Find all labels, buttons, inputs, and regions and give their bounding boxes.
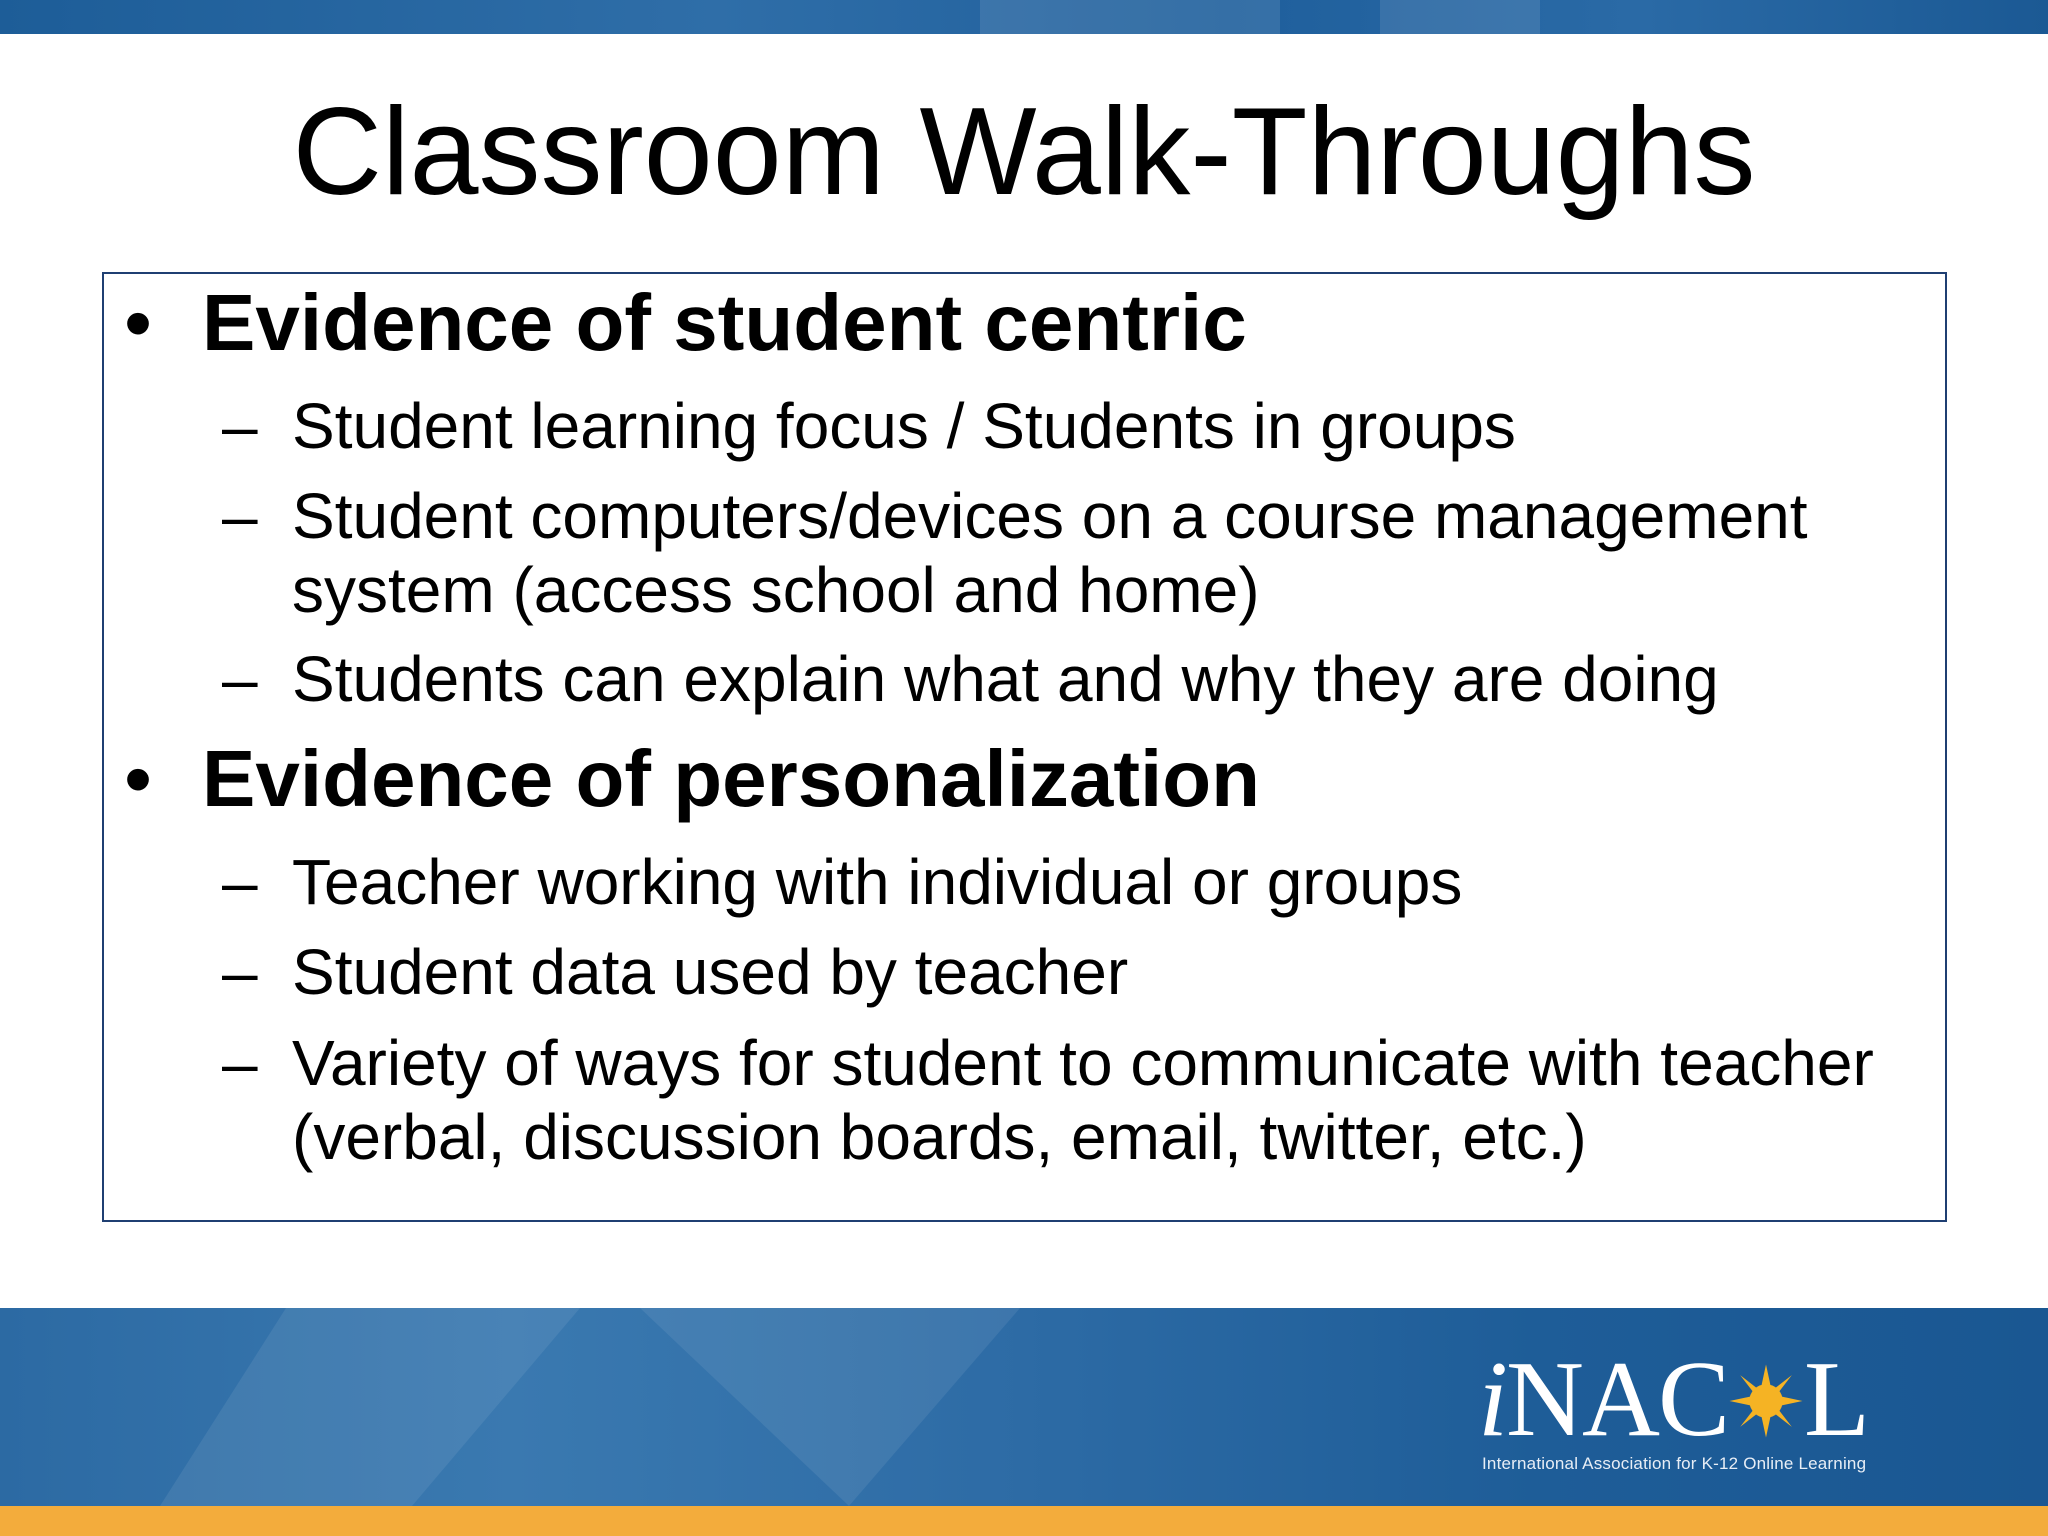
logo-letters-nac: NAC [1506,1340,1729,1459]
dash-marker: – [222,1027,258,1099]
bottom-accent-strip [0,1506,2048,1536]
bullet-heading-text: Evidence of student centric [202,278,1247,367]
dash-marker: – [222,846,258,918]
bullet-marker: • [124,734,153,823]
logo-wordmark [1478,1340,1868,1460]
logo-letter-i: i [1478,1340,1507,1459]
banner-facet [1380,0,1540,34]
banner-facet [160,1308,580,1506]
bullet-heading-text: Evidence of personalization [202,734,1261,823]
dash-marker: – [222,480,258,552]
banner-facet [980,0,1280,34]
sub-bullet-text: Student computers/devices on a course management system (access school and home) [292,480,1808,626]
dash-marker: – [222,390,258,462]
sub-bullet-text: Student learning focus / Students in groups [292,390,1516,462]
content-box [102,272,1947,1222]
top-banner [0,0,2048,34]
sun-icon [1728,1363,1804,1439]
sub-bullet-text: Teacher working with individual or groups [292,846,1463,918]
dash-marker: – [222,643,258,715]
logo-tagline: International Association for K-12 Online Learning [1482,1454,1867,1473]
sub-bullet-text: Variety of ways for student to communicate with teacher (verbal, discussion boards, email, twitter, etc.) [292,1027,1874,1173]
banner-facet [640,1308,1020,1506]
inacol-logo [1478,1340,1938,1480]
slide-title: Classroom Walk-Throughs [292,83,1756,221]
sub-bullet-text: Student data used by teacher [292,936,1129,1008]
logo-letter-l: L [1804,1340,1869,1459]
dash-marker: – [222,936,258,1008]
sub-bullet-text: Students can explain what and why they are doing [292,643,1719,715]
bullet-marker: • [124,278,153,367]
